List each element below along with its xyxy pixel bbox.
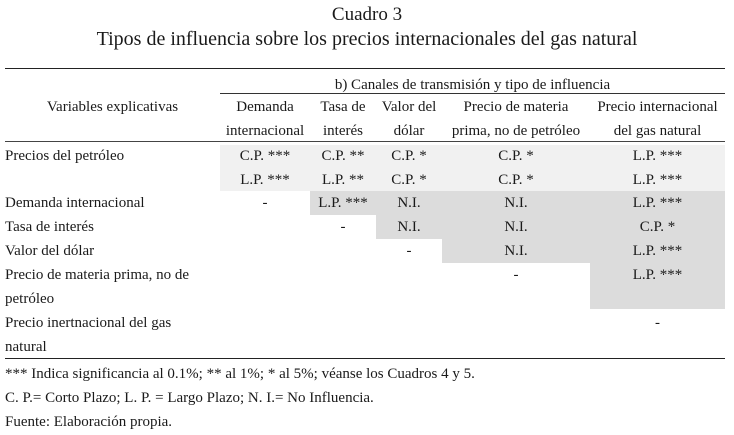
- table-cell: L.P. **: [321, 172, 365, 188]
- col-header-1-line1: Demanda: [236, 99, 294, 115]
- table-cell: C.P. *: [391, 148, 427, 164]
- table-cell: -: [406, 243, 412, 259]
- header-rule: [5, 141, 725, 142]
- note-significance: *** Indica significancia al 0.1%; ** al 1%; * al 5%; véanse los Cuadros 4 y 5.: [5, 366, 475, 382]
- table-cell: L.P. ***: [632, 267, 683, 283]
- table-cell: L.P. ***: [632, 243, 683, 259]
- row-label-petroleo: Precios del petróleo: [5, 148, 125, 164]
- row-label-gas-line2: natural: [5, 339, 47, 355]
- table-cell: -: [513, 267, 519, 283]
- col-header-5-line2: del gas natural: [613, 123, 702, 139]
- table-cell: -: [655, 315, 660, 331]
- table-cell: -: [262, 195, 268, 211]
- table-cell: L.P. ***: [632, 195, 683, 211]
- table-cell: N.I.: [504, 219, 528, 235]
- rowhead-label: Variables explicativas: [46, 99, 179, 115]
- table-cell: N.I.: [397, 195, 421, 211]
- row-label-materia-line1: Precio de materia prima, no de: [5, 267, 190, 283]
- col-header-3-line2: dólar: [393, 123, 425, 139]
- row-label-materia-line2: petróleo: [5, 291, 55, 307]
- table-cell: L.P. ***: [632, 148, 683, 164]
- table-cell: N.I.: [397, 219, 421, 235]
- table-cell: C.P. *: [498, 172, 534, 188]
- bottom-rule: [5, 358, 725, 359]
- col-header-1-line2: internacional: [225, 123, 305, 139]
- col-header-3-line1: Valor del: [381, 99, 437, 115]
- col-header-4-line1: Precio de materia: [463, 99, 569, 115]
- row-label-demanda: Demanda internacional: [5, 195, 145, 211]
- row-label-gas-line1: Precio inertnacional del gas: [5, 315, 172, 331]
- channel-group-heading: b) Canales de transmisión y tipo de influencia: [334, 77, 611, 93]
- table-cell: L.P. ***: [632, 172, 683, 188]
- table-cell: L.P. ***: [318, 195, 368, 211]
- table-cell: C.P. **: [321, 148, 365, 164]
- table-cell: C.P. *: [639, 219, 676, 235]
- table-cell: C.P. *: [498, 148, 534, 164]
- note-source: Fuente: Elaboración propia.: [5, 414, 173, 430]
- table-cell: C.P. *: [391, 172, 427, 188]
- table-cell: N.I.: [504, 243, 528, 259]
- col-header-5-line1: Precio internacional: [597, 99, 718, 115]
- table-cell: C.P. ***: [239, 148, 291, 164]
- table-cell: L.P. ***: [240, 172, 290, 188]
- col-header-4-line2: prima, no de petróleo: [451, 123, 581, 139]
- row-label-tasa: Tasa de interés: [5, 219, 94, 235]
- table-cell: -: [340, 219, 346, 235]
- col-header-2-line1: Tasa de: [320, 99, 366, 115]
- table-cell: N.I.: [504, 195, 528, 211]
- table-number: Cuadro 3: [331, 4, 403, 25]
- top-rule: [5, 68, 725, 69]
- note-abbreviations: C. P.= Corto Plazo; L. P. = Largo Plazo; N. I.= No Influencia.: [5, 390, 374, 406]
- col-header-2-line2: interés: [323, 123, 363, 139]
- row-label-dolar: Valor del dólar: [5, 243, 95, 259]
- channel-group-underline: [220, 93, 725, 94]
- table-title: Tipos de influencia sobre los precios internacionales del gas natural: [96, 28, 638, 50]
